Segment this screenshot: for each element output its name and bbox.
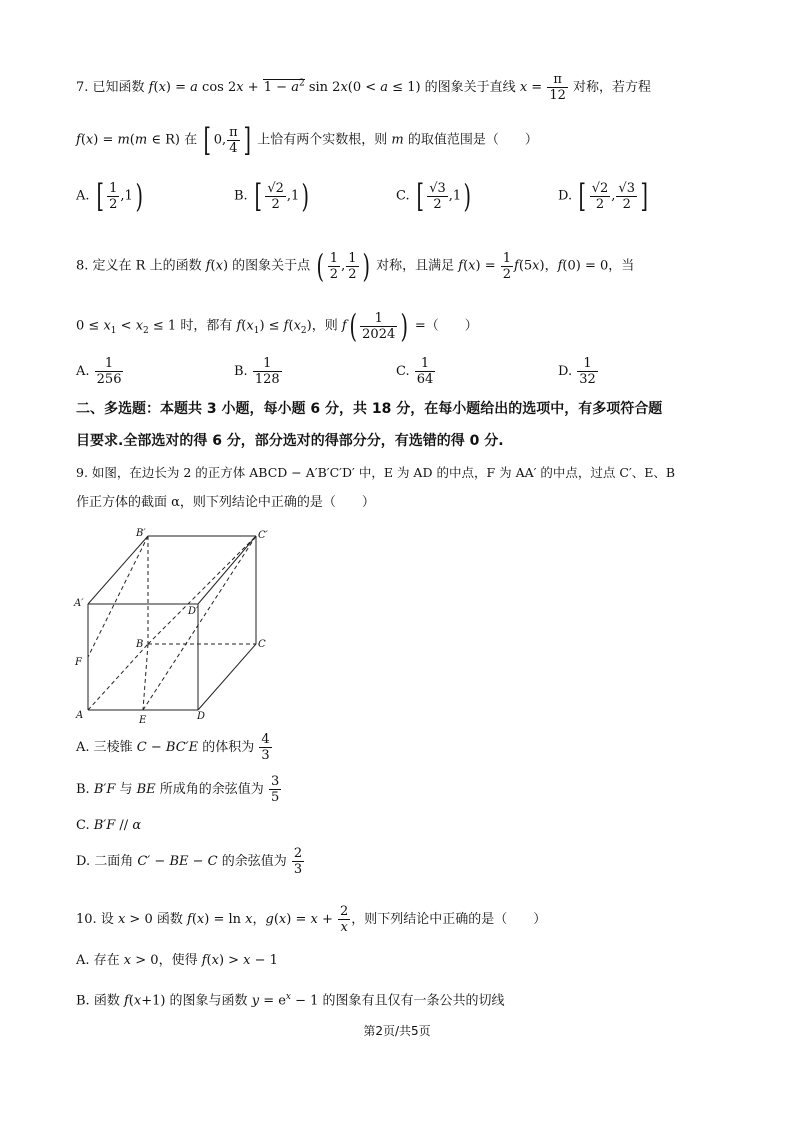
q7-option-b[interactable]: B. [ $\frac{√2}{2}$ ,1) bbox=[234, 177, 310, 215]
q10-option-b[interactable]: B. 函数 f(x+1) 的图象与函数 $y = e^x - 1$ 的图象有且仅有一条公共的切线 bbox=[76, 992, 505, 1009]
q8-option-c[interactable]: C. $\frac{1}{64}$ bbox=[396, 356, 434, 387]
q7-line2: f(x) = m(m ∈ R) 在 [ 0, $\frac{\pi}{4}$ ] 上恰有两个实数根，则 m 的取值范围是（ ） bbox=[76, 121, 538, 159]
label-f: F bbox=[75, 657, 82, 668]
q7-option-d[interactable]: D. [ $\frac{√2}{2}$ , $\frac{√3}{2}$ ] bbox=[558, 177, 648, 215]
q7-line1: 7. 已知函数 f(x) = a $\cos 2x + 1 - a^2$ sin 2x(0 < a ≤ 1) 的图象关于直线 x = $\frac{\pi}{12}$ 对称，若方程 bbox=[76, 72, 652, 103]
label-e: E bbox=[139, 715, 147, 726]
q8-option-a[interactable]: A. $\frac{1}{256}$ bbox=[76, 356, 122, 387]
q8-line1: 8. 定义在 R 上的函数 f(x) 的图象关于点 ( $\frac{1}{2}$ , $\frac{1}{2}$ ) 对称，且满足 f(x) = $\frac{1}{2}$ f(5x)，f(0) = 0，当 bbox=[76, 247, 635, 285]
label-b-prime: B′ bbox=[136, 528, 146, 539]
q9-line1: 9. 如图，在边长为 2 的正方体 ABCD − A′B′C′D′ 中，E 为 AD 的中点，F 为 AA′ 的中点，过点 C′、E、B bbox=[76, 465, 676, 480]
q9-line2: 作正方体的截面 α，则下列结论中正确的是（ ） bbox=[76, 495, 375, 510]
pi-over-12: $\frac{\pi}{12}$ bbox=[549, 72, 566, 103]
q9-option-b[interactable]: B. B′F 与 BE 所成角的余弦值为 $\frac{3}{5}$ bbox=[76, 774, 280, 805]
page-footer: 第2页/共5页 bbox=[363, 1024, 431, 1038]
q7-option-a[interactable]: A. [ $\frac{1}{2}$ ,1) bbox=[76, 177, 143, 215]
q9-option-c[interactable]: C. B′F // α bbox=[76, 818, 142, 833]
label-a-prime: A′ bbox=[74, 598, 84, 609]
q10-line: 10. 设 x > 0 函数 f(x) = ln x，g(x) = x + $\frac{2}{x}$ ，则下列结论中正确的是（ ） bbox=[76, 904, 547, 935]
label-b: B bbox=[136, 639, 144, 650]
label-d-prime: D′ bbox=[188, 606, 199, 617]
q8-option-b[interactable]: B. $\frac{1}{128}$ bbox=[234, 356, 280, 387]
label-d: D bbox=[197, 711, 206, 722]
label-c-prime: C′ bbox=[258, 530, 268, 541]
q7-option-c[interactable]: C. [ $\frac{√3}{2}$ ,1) bbox=[396, 177, 472, 215]
q9-option-a[interactable]: A. 三棱锥 C − BC′E 的体积为 $\frac{4}{3}$ bbox=[76, 732, 270, 763]
section2-line2: 目要求.全部选对的得 6 分，部分选对的得部分分，有选错的得 0 分. bbox=[76, 433, 504, 449]
q9-option-d[interactable]: D. 二面角 C′ − BE − C 的余弦值为 $\frac{2}{3}$ bbox=[76, 846, 303, 877]
q8-option-d[interactable]: D. $\frac{1}{32}$ bbox=[558, 356, 596, 387]
cube-figure bbox=[70, 526, 280, 726]
section2-line1: 二、多选题：本题共 3 小题，每小题 6 分，共 18 分，在每小题给出的选项中，有多项符合题 bbox=[76, 401, 663, 417]
q10-option-a[interactable]: A. 存在 x > 0，使得 f(x) > x − 1 bbox=[76, 953, 278, 968]
label-a: A bbox=[76, 710, 84, 721]
q8-line2: $0 \le x_1 < x_2 \le 1$ 时，都有 $f(x_1) \le f(x_2)$，则 f( $\frac{1}{2024}$ ) =（ ） bbox=[76, 307, 478, 345]
label-c: C bbox=[258, 639, 266, 650]
